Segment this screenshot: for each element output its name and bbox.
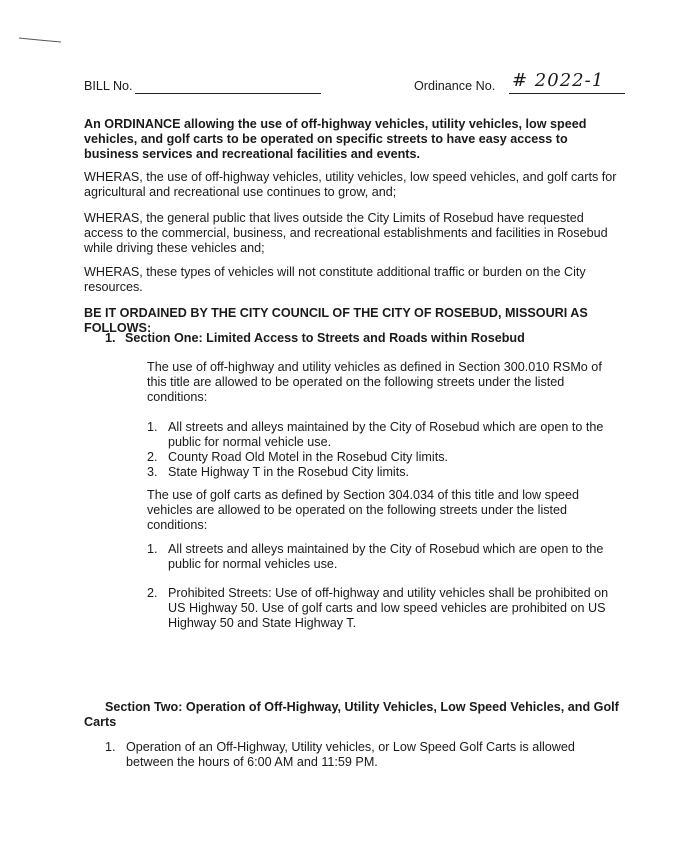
ordinance-title: An ORDINANCE allowing the use of off-highway vehicles, utility vehicles, low speed vehicles, and golf carts to be operated on specific streets to have easy access to business services and recreational facilities and events. <box>84 116 587 161</box>
section-two-heading: Section Two: Operation of Off-Highway, Utility Vehicles, Low Speed Vehicles, and Golf Carts <box>84 699 619 729</box>
bill-number-blank <box>135 93 321 94</box>
list-item-number: 2. <box>147 450 158 464</box>
list-item-text: County Road Old Motel in the Rosebud City limits. <box>168 450 448 464</box>
whereas-clause-2: WHERAS, the general public that lives outside the City Limits of Rosebud have requested access to the commercial, business, and recreational establishments and facilities in Rosebud while driving these vehicles and; <box>84 210 608 255</box>
list-item-number: 1. <box>105 740 116 754</box>
ordinance-label: Ordinance No. <box>414 79 496 93</box>
list-item-text: Operation of an Off-Highway, Utility vehicles, or Low Speed Golf Carts is allowed between the hours of 6:00 AM and 11:59 PM. <box>126 740 575 769</box>
list-item-number: 1. <box>147 420 158 434</box>
list-item-text: State Highway T in the Rosebud City limits. <box>168 465 410 479</box>
list-item-number: 3. <box>147 465 158 479</box>
list-item-text: All streets and alleys maintained by the City of Rosebud which are open to the public for normal vehicles use. <box>168 542 604 571</box>
list-item-number: 2. <box>147 586 158 600</box>
ordinance-number-blank <box>509 93 625 94</box>
ordained-statement: BE IT ORDAINED BY THE CITY COUNCIL OF THE CITY OF ROSEBUD, MISSOURI AS FOLLOWS: <box>84 305 588 335</box>
list-item-text: Prohibited Streets: Use of off-highway and utility vehicles shall be prohibited on US Highway 50. Use of golf carts and low speed vehicles are prohibited on US Highway 50 and State Highway T. <box>168 586 609 630</box>
section-one-ohv-intro: The use of off-highway and utility vehicles as defined in Section 300.010 RSMo of this title are allowed to be operated on the following streets under the listed conditions: <box>147 360 602 404</box>
section-one-title: Section One: Limited Access to Streets and Roads within Rosebud <box>125 331 525 345</box>
section-one-number: 1. <box>105 331 116 345</box>
whereas-clause-1: WHERAS, the use of off-highway vehicles, utility vehicles, low speed vehicles, and golf carts for agricultural and recreational use continues to grow, and; <box>84 169 617 199</box>
list-item-number: 1. <box>147 542 158 556</box>
whereas-clause-3: WHERAS, these types of vehicles will not constitute additional traffic or burden on the City resources. <box>84 264 586 294</box>
list-item-text: All streets and alleys maintained by the City of Rosebud which are open to the public for normal vehicle use. <box>168 420 604 449</box>
ordinance-number-handwritten: # 2022-1 <box>512 70 605 91</box>
document-header <box>84 70 616 97</box>
bill-label: BILL No. <box>84 79 133 93</box>
stray-pen-mark <box>18 36 62 46</box>
section-one-golf-intro: The use of golf carts as defined by Section 304.034 of this title and low speed vehicles are allowed to be operated on the following streets under the listed conditions: <box>147 488 579 532</box>
